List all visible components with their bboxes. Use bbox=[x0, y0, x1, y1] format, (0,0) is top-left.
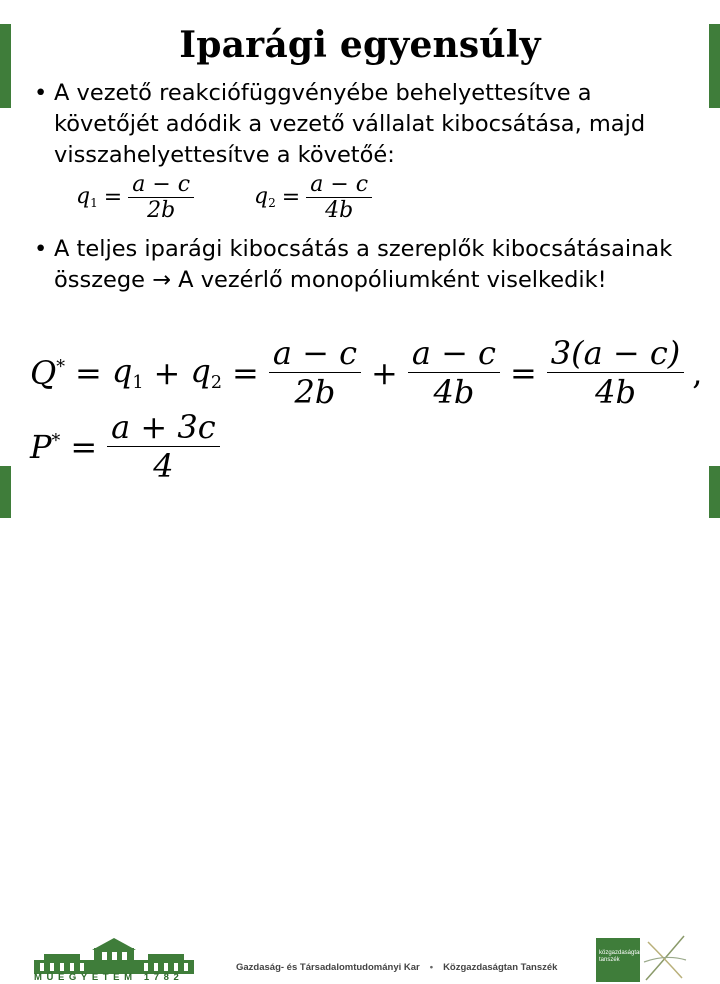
fraction bbox=[408, 334, 500, 411]
logo-caption: MŰEGYETEM 1782 bbox=[34, 972, 184, 983]
fraction-denominator: 2b bbox=[269, 372, 361, 411]
eq-plus: + bbox=[371, 353, 398, 392]
fraction-numerator: a − c bbox=[272, 334, 357, 372]
slide-title: Iparági egyensúly bbox=[179, 24, 541, 66]
fraction-denominator: 4 bbox=[107, 446, 220, 485]
bullet-item bbox=[34, 234, 684, 296]
footer bbox=[0, 466, 720, 983]
bullet-dot: • bbox=[34, 80, 48, 106]
eq-superscript: * bbox=[51, 430, 61, 451]
fraction-numerator: a − c bbox=[132, 172, 191, 197]
eq-var: q bbox=[254, 184, 269, 210]
bullet-text: A teljes iparági kibocsátás a szereplők kibocsátásainak összege → A vezérlő monopóliumként viselkedik! bbox=[54, 236, 673, 293]
eq-var: q bbox=[76, 184, 91, 210]
equation-q2 bbox=[254, 172, 372, 223]
eq-sign: = bbox=[281, 185, 301, 210]
equation-total-output bbox=[30, 334, 702, 411]
eq-var: P bbox=[30, 427, 52, 466]
footer-separator: • bbox=[429, 962, 434, 973]
eq-var: Q bbox=[30, 353, 57, 392]
eq-sign: = bbox=[232, 353, 259, 392]
fraction-denominator: 4b bbox=[408, 372, 500, 411]
fraction-numerator: 3(a − c) bbox=[550, 334, 681, 372]
eq-var: q bbox=[111, 351, 133, 390]
eq-subscript: 2 bbox=[268, 196, 276, 211]
fraction bbox=[306, 172, 372, 223]
eq-sign: = bbox=[70, 427, 98, 466]
fraction bbox=[269, 334, 361, 411]
footer-affiliation bbox=[236, 962, 557, 973]
eq-subscript: 2 bbox=[210, 373, 223, 394]
eq-sign: = bbox=[75, 353, 102, 392]
faculty-name: Gazdaság- és Társadalomtudományi Kar bbox=[236, 962, 420, 973]
eq-subscript: 1 bbox=[90, 196, 98, 211]
fraction-numerator: a + 3c bbox=[111, 408, 216, 446]
eq-comma: , bbox=[692, 353, 703, 392]
bullet-text: A vezető reakciófüggvényébe behelyettesítve a követőjét adódik a vezető vállalat kibocsátása, majd visszahelyettesítve a követőé: bbox=[54, 80, 646, 168]
eq-superscript: * bbox=[56, 356, 66, 377]
bullet-dot: • bbox=[34, 236, 48, 262]
fraction-denominator: 4b bbox=[306, 197, 372, 223]
eq-sign: = bbox=[103, 185, 123, 210]
fraction-denominator: 4b bbox=[547, 372, 684, 411]
equation-q1 bbox=[76, 172, 194, 223]
fraction-numerator: a − c bbox=[411, 334, 496, 372]
fraction bbox=[128, 172, 194, 223]
eq-var: q bbox=[190, 351, 211, 390]
eq-subscript: 1 bbox=[132, 373, 144, 394]
fraction-denominator: 2b bbox=[128, 197, 194, 223]
bullet-item bbox=[34, 78, 684, 171]
fraction bbox=[547, 334, 684, 411]
department-emblem-icon bbox=[642, 932, 688, 984]
eq-plus: + bbox=[153, 353, 181, 392]
fraction-numerator: a − c bbox=[310, 172, 369, 197]
department-badge: közgazdaságtan tanszék bbox=[596, 938, 640, 982]
department-name: Közgazdaságtan Tanszék bbox=[443, 962, 558, 973]
eq-sign: = bbox=[509, 353, 537, 392]
